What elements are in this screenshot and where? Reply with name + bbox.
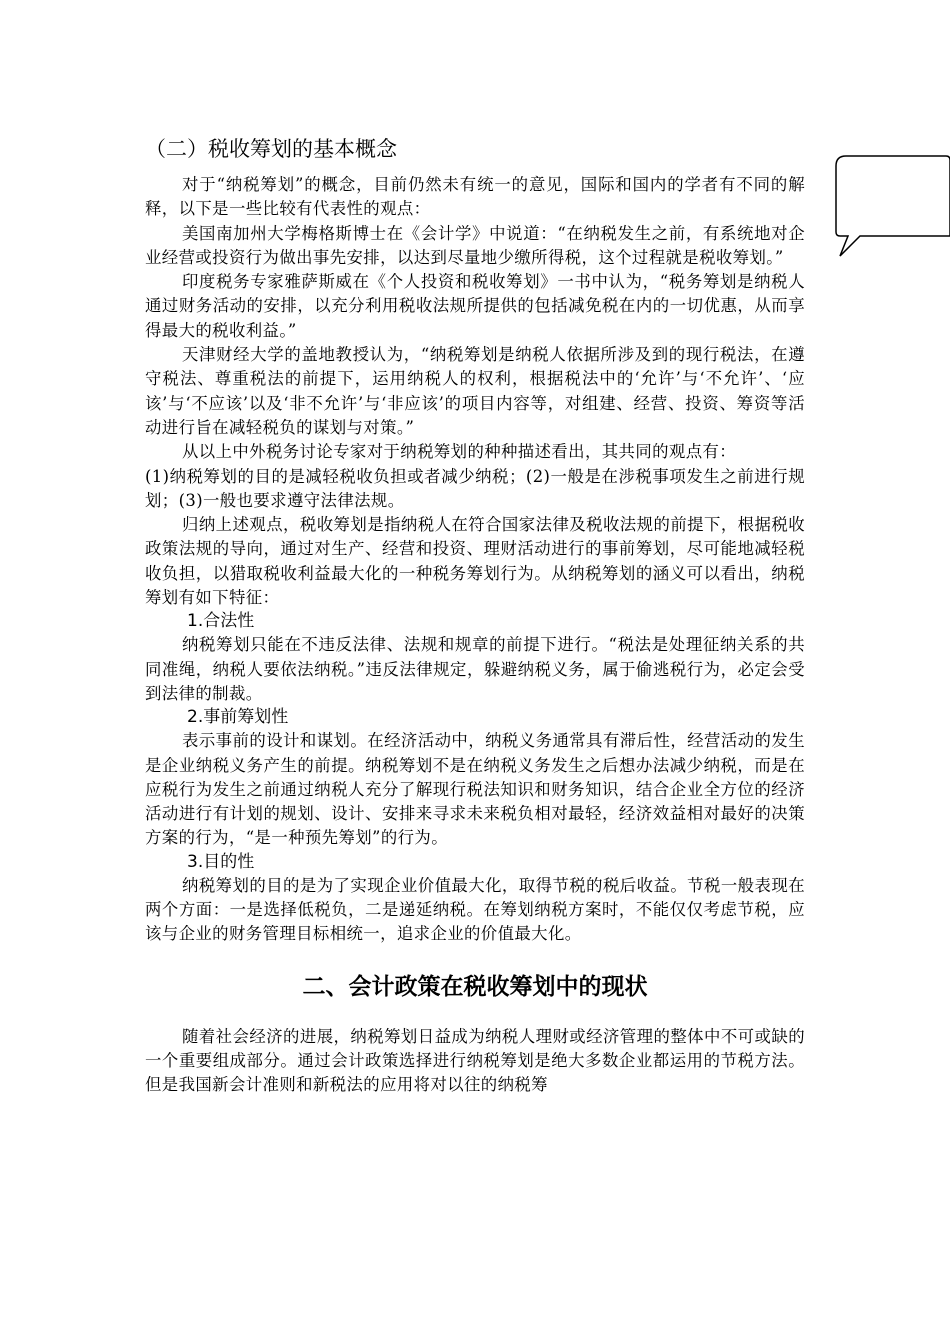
paragraph: 天津财经大学的盖地教授认为，“纳税筹划是纳税人依据所涉及到的现行税法，在遵守税法、尊重税法的前提下，运用纳税人的权利，根据税法中的‘允许’与‘不允许’、‘应该’与‘不应该’以及‘非不允许’与‘非应该’的项目内容等，对组建、经营、投资、筹资等活动进行旨在减轻税负的谋划与对策。” bbox=[145, 345, 805, 437]
paragraph: 对于“纳税筹划”的概念，目前仍然未有统一的意见，国际和国内的学者有不同的解释，以下是一些比较有代表性的观点： bbox=[145, 175, 805, 219]
paragraph: 表示事前的设计和谋划。在经济活动中，纳税义务通常具有滞后性，经营活动的发生是企业纳税义务产生的前提。纳税筹划不是在纳税义务发生之后想办法减少纳税，而是在应税行为发生之前通过纳税人充分了解现行税法知识和财务知识，结合企业全方位的经济活动进行有计划的规划、设计、安排来寻求未来税负相对最轻，经济效益相对最好的决策方案的行为，“是一种预先筹划”的行为。 bbox=[145, 731, 805, 848]
paragraph: 纳税筹划只能在不违反法律、法规和规章的前提下进行。“税法是处理征纳关系的共同准绳，纳税人要依法纳税。”违反法律规定，躲避纳税义务，属于偷逃税行为，必定会受到法律的制裁。 bbox=[145, 635, 805, 703]
paragraph: 纳税筹划的目的是为了实现企业价值最大化，取得节税的税后收益。节税一般表现在两个方面：一是选择低税负，二是递延纳税。在筹划纳税方案时，不能仅仅考虑节税，应该与企业的财务管理目标相统一，追求企业的价值最大化。 bbox=[145, 875, 805, 944]
document-body bbox=[145, 173, 805, 1098]
subheading-purpose: 3.目的性 bbox=[187, 851, 255, 872]
chapter-heading: 二、会计政策在税收筹划中的现状 bbox=[302, 973, 648, 1000]
subheading-advance-planning: 2.事前筹划性 bbox=[187, 707, 289, 728]
subheading-legality: 1.合法性 bbox=[187, 611, 255, 632]
section-heading: （二）税收筹划的基本概念 bbox=[145, 137, 397, 161]
paragraph: 印度税务专家雅萨斯威在《个人投资和税收筹划》一书中认为，“税务筹划是纳税人通过财务活动的安排，以充分利用税收法规所提供的包括减免税在内的一切优惠，从而享得最大的税收利益。” bbox=[145, 272, 805, 340]
paragraph: 从以上中外税务讨论专家对于纳税筹划的种种描述看出，其共同的观点有： bbox=[182, 442, 737, 462]
comment-callout-icon[interactable] bbox=[834, 154, 950, 258]
paragraph: 美国南加州大学梅格斯博士在《会计学》中说道：“在纳税发生之前，有系统地对企业经营或投资行为做出事先安排，以达到尽量地少缴所得税，这个过程就是税收筹划。” bbox=[145, 223, 805, 267]
paragraph: 归纳上述观点，税收筹划是指纳税人在符合国家法律及税收法规的前提下，根据税收政策法规的导向，通过对生产、经营和投资、理财活动进行的事前筹划，尽可能地减轻税收负担，以猎取税收利益最大化的一种税务筹划行为。从纳税筹划的涵义可以看出，纳税筹划有如下特征： bbox=[145, 515, 805, 608]
paragraph: 随着社会经济的进展，纳税筹划日益成为纳税人理财或经济管理的整体中不可或缺的一个重要组成部分。通过会计政策选择进行纳税筹划是绝大多数企业都运用的节税方法。但是我国新会计准则和新税法的应用将对以往的纳税筹 bbox=[145, 1026, 805, 1095]
paragraph: (1)纳税筹划的目的是减轻税收负担或者减少纳税；(2)一般是在涉税事项发生之前进行规划；(3)一般也要求遵守法律法规。 bbox=[145, 466, 805, 510]
